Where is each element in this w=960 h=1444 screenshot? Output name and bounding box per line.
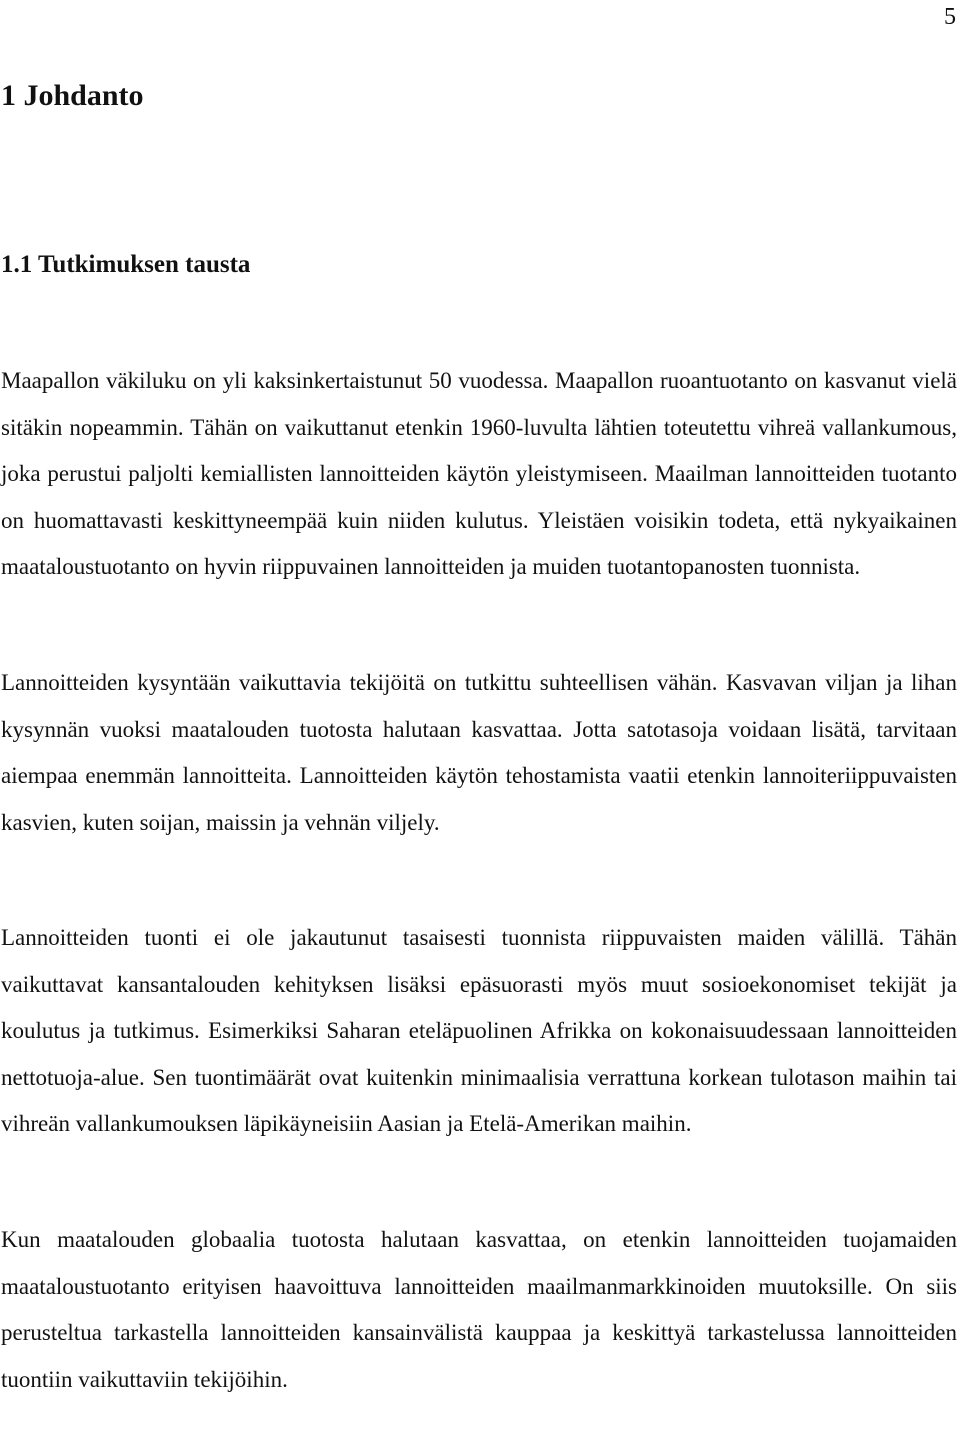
page-number: 5: [944, 4, 956, 30]
chapter-title: 1 Johdanto: [1, 79, 144, 112]
paragraph-3: [1, 915, 957, 1148]
paragraph-1: [1, 358, 957, 591]
paragraph-2: [1, 660, 957, 846]
paragraph-text: Lannoitteiden tuonti ei ole jakautunut tasaisesti tuonnista riippuvaisten maiden välillä. Tähän vaikuttavat kansantalouden kehityksen lisäksi epäsuorasti myös muut sosioekonomiset tekijät ja koulutus ja tutkimus. Esimerkiksi Saharan eteläpuolinen Afrikka on kokonaisuudessaan lannoitteiden nettotuoja-alue. Sen tuontimäärät ovat kuitenkin minimaalisia verrattuna korkean tulotason maihin tai vihreän vallankumouksen läpikäyneisiin Aasian ja Etelä-Amerikan maihin.: [1, 925, 957, 1136]
paragraph-4: [1, 1217, 957, 1403]
section-title: 1.1 Tutkimuksen tausta: [1, 251, 251, 278]
paragraph-text: Kun maatalouden globaalia tuotosta halutaan kasvattaa, on etenkin lannoitteiden tuojamaiden maataloustuotanto erityisen haavoittuva lannoitteiden maailmanmarkkinoiden muutoksille. On siis perusteltua tarkastella lannoitteiden kansainvälistä kauppaa ja keskittyä tarkastelussa lannoitteiden tuontiin vaikuttaviin tekijöihin.: [1, 1227, 957, 1392]
paragraph-text: Maapallon väkiluku on yli kaksinkertaistunut 50 vuodessa. Maapallon ruoantuotanto on kasvanut vielä sitäkin nopeammin. Tähän on vaikuttanut etenkin 1960-luvulta lähtien toteutettu vihreä vallankumous, joka perustui paljolti kemiallisten lannoitteiden käytön yleistymiseen. Maailman lannoitteiden tuotanto on huomattavasti keskittyneempää kuin niiden kulutus. Yleistäen voisikin todeta, että nykyaikainen maataloustuotanto on hyvin riippuvainen lannoitteiden ja muiden tuotantopanosten tuonnista.: [1, 368, 957, 579]
paragraph-text: Lannoitteiden kysyntään vaikuttavia tekijöitä on tutkittu suhteellisen vähän. Kasvavan viljan ja lihan kysynnän vuoksi maatalouden tuotosta halutaan kasvattaa. Jotta satotasoja voidaan lisätä, tarvitaan aiempaa enemmän lannoitteita. Lannoitteiden käytön tehostamista vaatii etenkin lannoiteriippuvaisten kasvien, kuten soijan, maissin ja vehnän viljely.: [1, 670, 957, 835]
